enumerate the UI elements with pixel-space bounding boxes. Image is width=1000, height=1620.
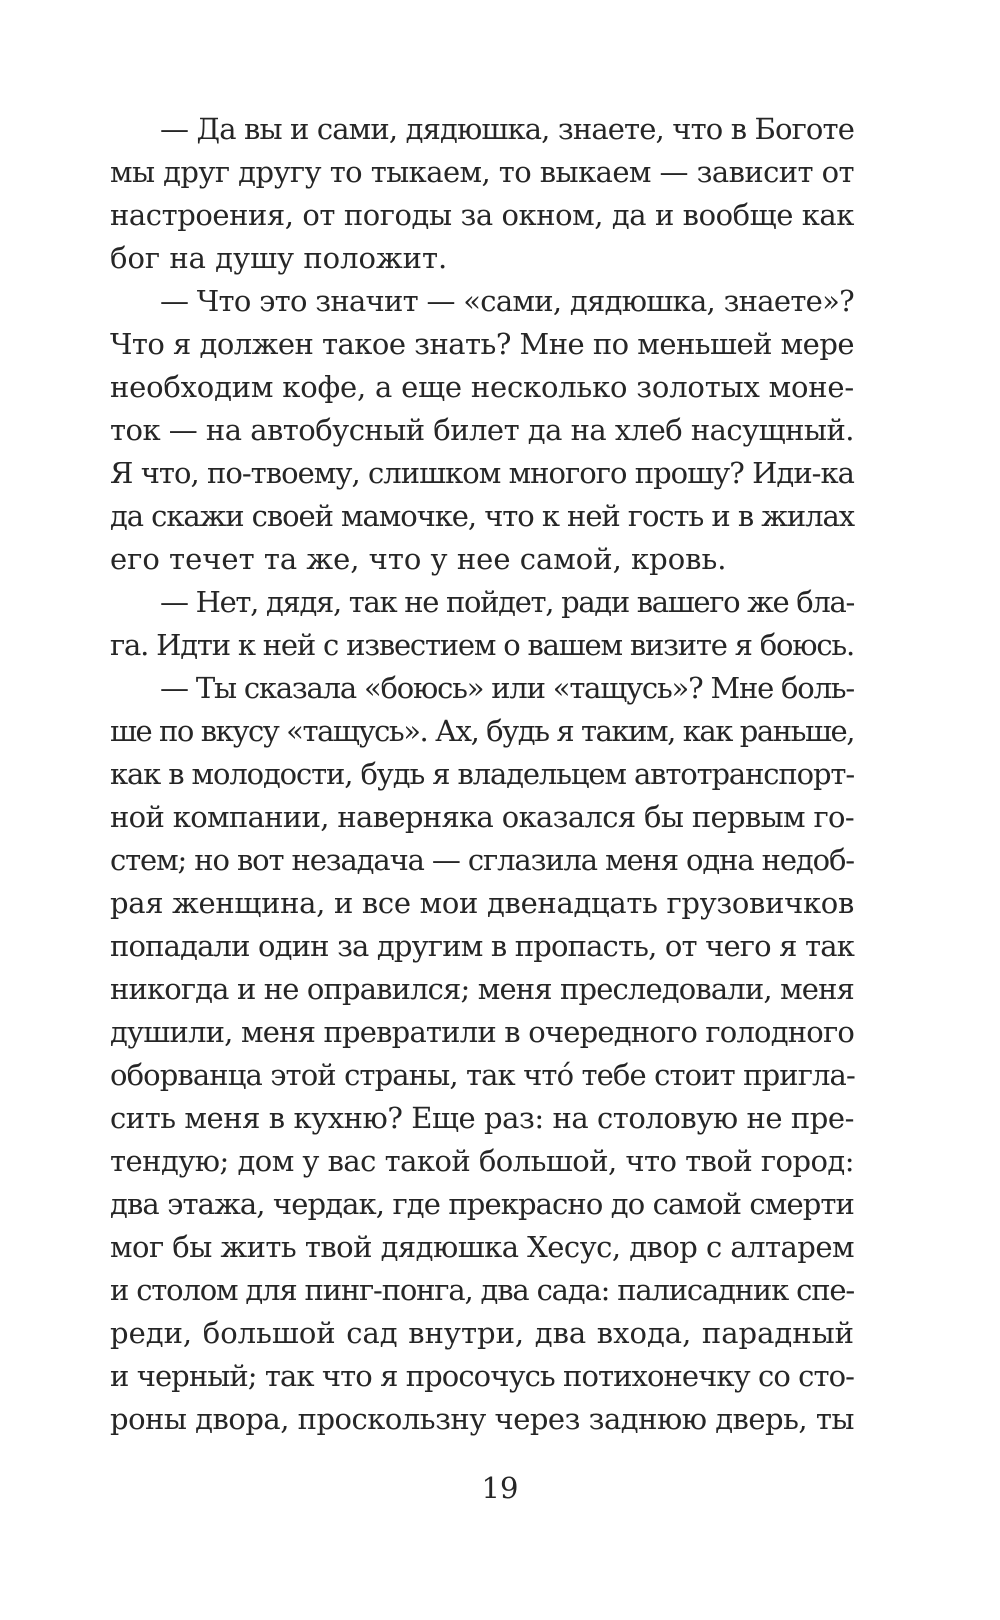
text-line: и черный; так что я просочусь потихонечку со сто-	[110, 1359, 854, 1393]
text-line: — Ты сказала «боюсь» или «тащусь»? Мне боль-	[160, 671, 854, 705]
text-line: ток — на автобусный билет да на хлеб насущный.	[110, 413, 854, 447]
text-line: Что я должен такое знать? Мне по меньшей мере	[110, 327, 854, 361]
text-line: — Нет, дядя, так не пойдет, ради вашего же бла-	[160, 585, 854, 619]
text-line: два этажа, чердак, где прекрасно до самой смерти	[110, 1187, 854, 1221]
text-line: как в молодости, будь я владельцем автотранспорт-	[110, 757, 854, 791]
text-line: мы друг другу то тыкаем, то выкаем — зависит от	[110, 155, 854, 189]
text-line: Я что, по-твоему, слишком многого прошу? Иди-ка	[110, 456, 854, 490]
text-line: роны двора, проскользну через заднюю дверь, ты	[110, 1402, 854, 1436]
text-line: тендую; дом у вас такой большой, что твой город:	[110, 1144, 854, 1178]
text-line: га. Идти к ней с известием о вашем визите я боюсь.	[110, 628, 854, 662]
text-line: ше по вкусу «тащусь». Ах, будь я таким, как раньше,	[110, 714, 854, 748]
text-line: стем; но вот незадача — сглазила меня одна недоб-	[110, 843, 854, 877]
text-line: душили, меня превратили в очередного голодного	[110, 1015, 854, 1049]
text-line: и столом для пинг-понга, два сада: палисадник спе-	[110, 1273, 854, 1307]
text-line: мог бы жить твой дядюшка Хесус, двор с алтарем	[110, 1230, 854, 1264]
text-line: настроения, от погоды за окном, да и вообще как	[110, 198, 854, 232]
text-line: попадали один за другим в пропасть, от чего я так	[110, 929, 854, 963]
page-number: 19	[481, 1471, 519, 1505]
text-line: бог на душу положит.	[110, 241, 448, 275]
text-line: оборванца этой страны, так что́ тебе стоит пригла-	[110, 1058, 855, 1092]
text-line: никогда и не оправился; меня преследовали, меня	[110, 972, 854, 1006]
text-line: ной компании, наверняка оказался бы первым го-	[110, 800, 854, 834]
text-line: рая женщина, и все мои двенадцать грузовичков	[110, 886, 854, 920]
text-line: реди, большой сад внутри, два входа, парадный	[110, 1316, 854, 1350]
text-line: сить меня в кухню? Еще раз: на столовую не пре-	[110, 1101, 854, 1135]
text-line: его течет та же, что у нее самой, кровь.	[110, 542, 727, 576]
text-line: — Да вы и сами, дядюшка, знаете, что в Боготе	[160, 112, 855, 146]
text-line: да скажи своей мамочке, что к ней гость и в жилах	[110, 499, 854, 533]
page-body-text	[110, 108, 854, 1441]
text-line: необходим кофе, а еще несколько золотых моне-	[110, 370, 854, 404]
text-line: — Что это значит — «сами, дядюшка, знаете»?	[160, 284, 854, 318]
